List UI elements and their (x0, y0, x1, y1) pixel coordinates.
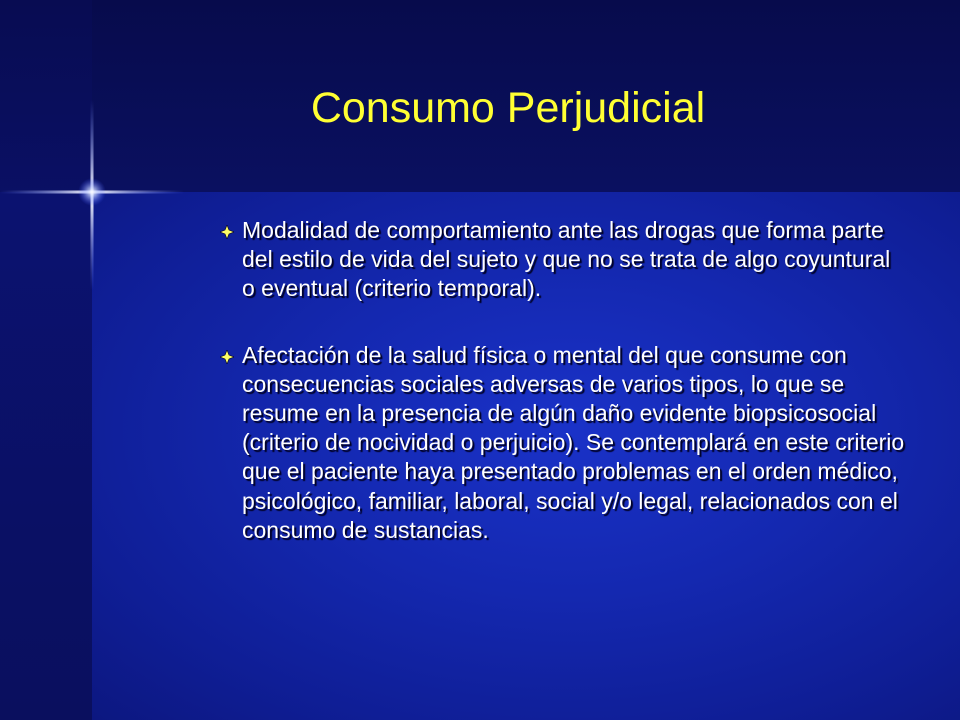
bullet-item-nocividad (218, 341, 908, 545)
diamond-bullet-icon (220, 350, 234, 364)
bullet-text: Afectación de la salud física o mental del que consume con consecuencias sociales adversas de varios tipos, lo que se resume en la presencia de algún daño evidente biopsicosocial (criterio de nocividad o perjuicio). Se contemplará en este criterio que el paciente haya presentado problemas en el orden médico, psicológico, familiar, laboral, social y/o legal, relacionados con el consumo de sustancias. (242, 341, 905, 543)
bullet-list (218, 216, 908, 545)
slide-title: Consumo Perjudicial (310, 84, 706, 132)
diamond-bullet-icon (220, 225, 234, 239)
left-band (0, 192, 92, 720)
bullet-text: Modalidad de comportamiento ante las drogas que forma parte del estilo de vida del sujeto y que no se trata de algo coyuntural o eventual (criterio temporal). (242, 217, 891, 302)
bullet-item-temporal (218, 216, 908, 304)
